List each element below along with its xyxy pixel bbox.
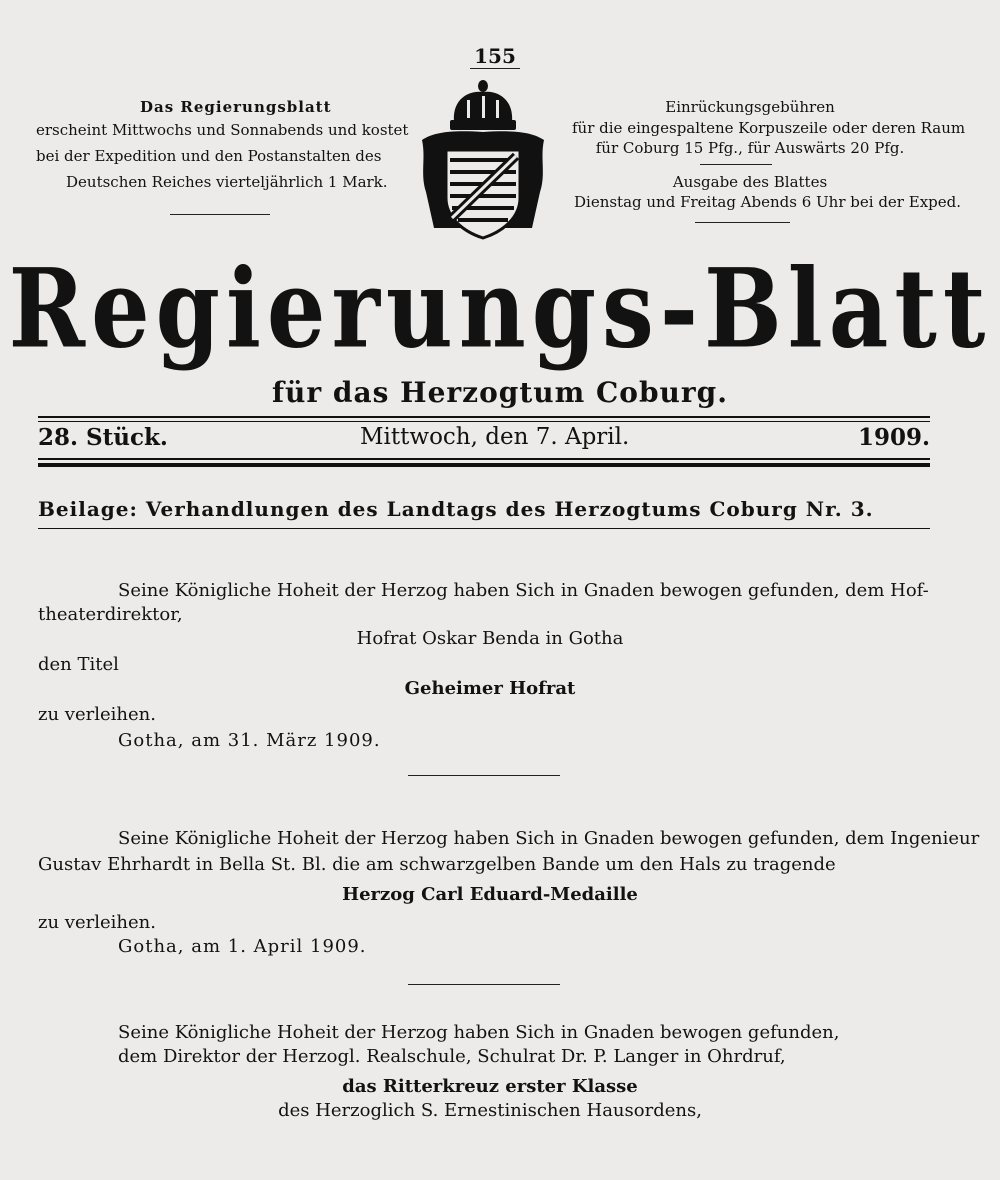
double-rule-bottom: [38, 463, 930, 467]
fees-line: für die eingespaltene Korpuszeile oder deren Raum: [572, 119, 966, 137]
divider: [700, 164, 772, 165]
masthead-subtitle: für das Herzogtum Coburg.: [272, 376, 728, 409]
divider: [170, 214, 270, 215]
double-rule-top: [38, 416, 930, 418]
issue-schedule-line: Dienstag und Freitag Abends 6 Uhr bei der Exped.: [574, 193, 961, 211]
notice-text: Seine Königliche Hoheit der Herzog haben Sich in Gnaden bewogen gefunden, dem Ingenieur: [118, 828, 980, 849]
subscription-line: erscheint Mittwochs und Sonnabends und kostet: [36, 121, 409, 139]
double-rule-bottom: [38, 458, 930, 460]
subscription-title: Das Regierungsblatt: [140, 98, 332, 116]
notice-honor: Herzog Carl Eduard-Medaille: [342, 884, 638, 905]
notice-honor-detail: des Herzoglich S. Ernestinischen Hausordens,: [278, 1100, 702, 1121]
notice-dateline: Gotha, am 31. März 1909.: [118, 730, 381, 751]
divider: [408, 775, 560, 776]
supplement-note: Beilage: Verhandlungen des Landtags des Herzogtums Coburg Nr. 3.: [38, 497, 874, 521]
page-number: 155: [474, 44, 516, 68]
subscription-line: Deutschen Reiches vierteljährlich 1 Mark.: [66, 173, 388, 191]
divider: [408, 984, 560, 985]
notice-text: Seine Königliche Hoheit der Herzog haben Sich in Gnaden bewogen gefunden, dem Hof-: [118, 580, 929, 601]
notice-honor: Geheimer Hofrat: [404, 678, 576, 699]
fees-title: Einrückungsgebühren: [665, 98, 835, 116]
subscription-line: bei der Expedition und den Postanstalten des: [36, 147, 382, 165]
notice-text: den Titel: [38, 654, 119, 675]
page-number-underline: [470, 68, 520, 69]
notice-text: zu verleihen.: [38, 912, 156, 933]
masthead-title: Regierungs-Blatt: [8, 244, 992, 373]
double-rule-top: [38, 421, 930, 422]
notice-honor: das Ritterkreuz erster Klasse: [342, 1076, 638, 1097]
supplement-rule: [38, 528, 930, 529]
notice-dateline: Gotha, am 1. April 1909.: [118, 936, 367, 957]
notice-text: zu verleihen.: [38, 704, 156, 725]
issue-number: 28. Stück.: [38, 424, 168, 451]
issue-schedule-title: Ausgabe des Blattes: [672, 173, 828, 191]
notice-recipient: Hofrat Oskar Benda in Gotha: [356, 628, 624, 649]
issue-date: Mittwoch, den 7. April.: [360, 424, 630, 450]
coat-of-arms-icon: [412, 78, 554, 246]
notice-text: dem Direktor der Herzogl. Realschule, Schulrat Dr. P. Langer in Ohrdruf,: [118, 1046, 786, 1067]
issue-year: 1909.: [857, 424, 930, 451]
notice-text: theaterdirektor,: [38, 604, 183, 625]
fees-line: für Coburg 15 Pfg., für Auswärts 20 Pfg.: [595, 139, 905, 157]
notice-text: Seine Königliche Hoheit der Herzog haben Sich in Gnaden bewogen gefunden,: [118, 1022, 840, 1043]
notice-text: Gustav Ehrhardt in Bella St. Bl. die am schwarzgelben Bande um den Hals zu tragende: [38, 854, 836, 875]
divider: [695, 222, 790, 223]
